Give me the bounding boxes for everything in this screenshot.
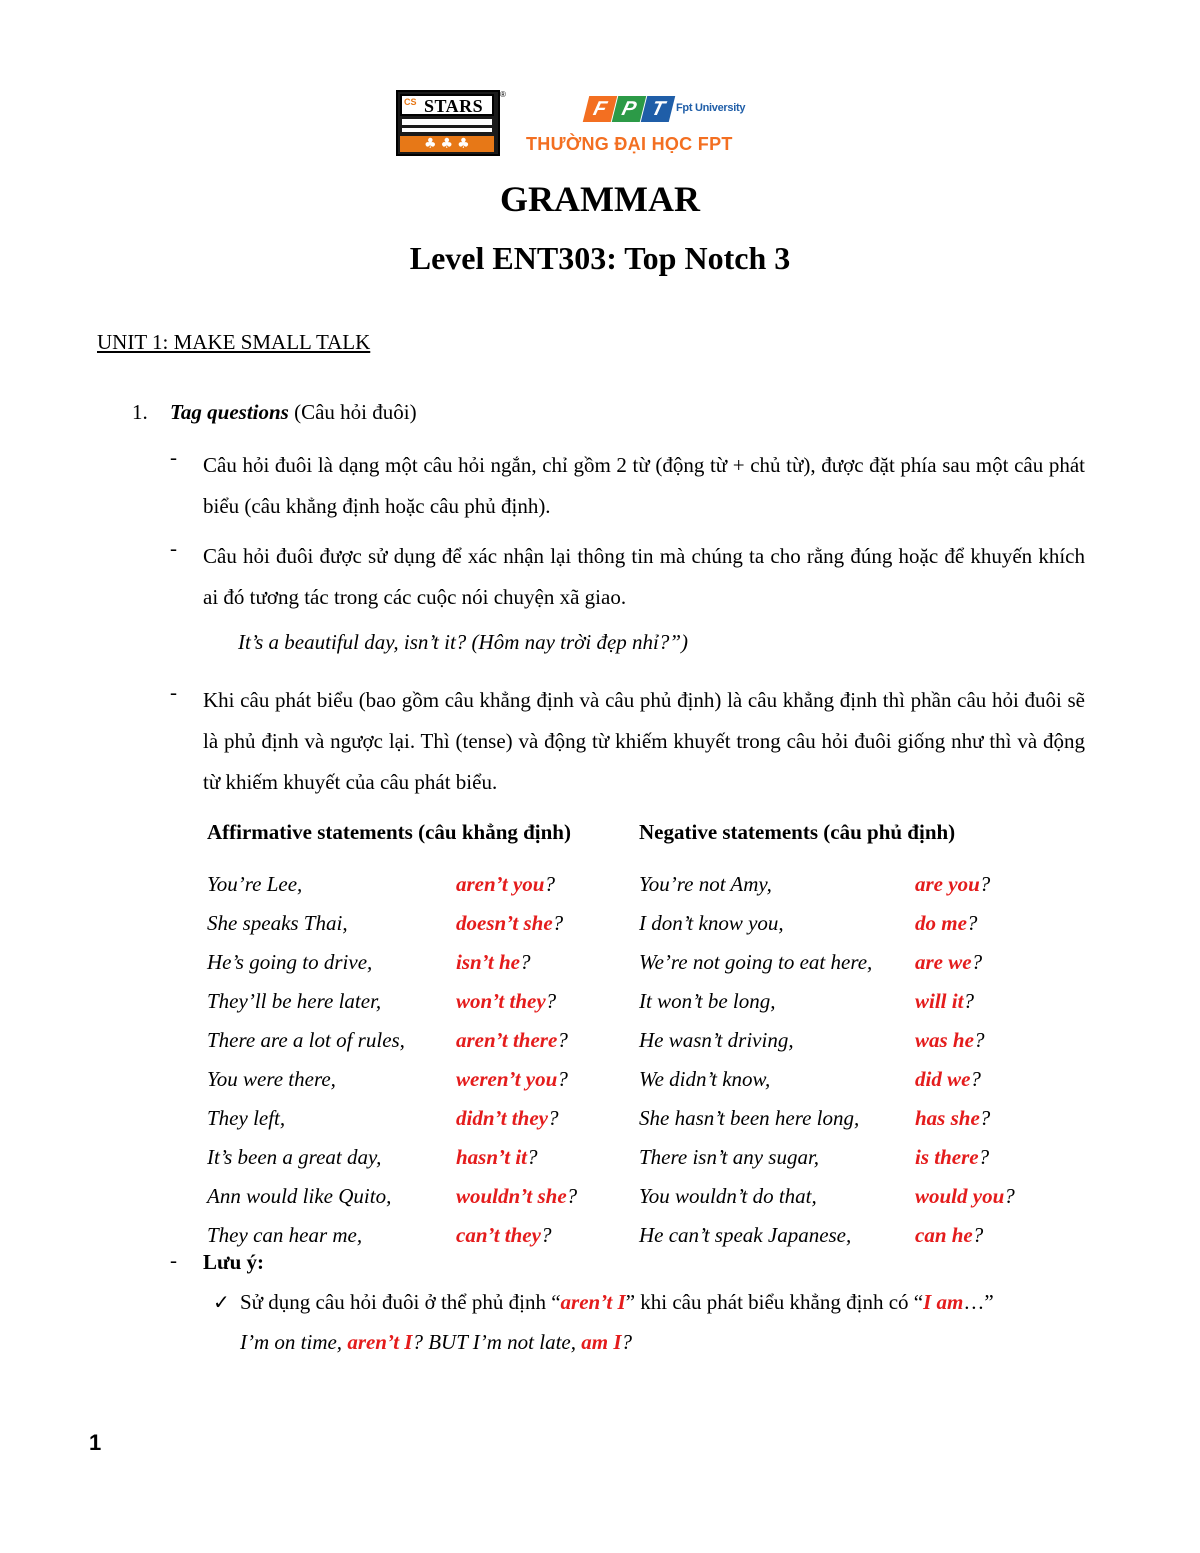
table-cell-negative: I don’t know you, [639,911,784,935]
stars-logo-stripe [402,119,492,125]
note-line-1 [240,1290,994,1315]
table-cell-affirmative-tag [456,1106,558,1131]
unit-heading: UNIT 1: MAKE SMALL TALK [97,330,371,354]
table-cell-affirmative-tag [456,950,530,975]
tag-question: hasn’t it [456,1145,527,1169]
stars-logo-stars-icon: ♣♣♣ [424,136,474,152]
table-cell-negative-tag [915,1184,1015,1209]
note-tag: aren’t I [347,1330,413,1354]
question-mark: ? [978,1145,990,1169]
table-cell-affirmative-tag [456,1145,538,1170]
question-mark: ? [545,989,557,1013]
question-mark: ? [979,872,991,896]
stars-logo [396,90,508,158]
bullet-text-2: Câu hỏi đuôi được sử dụng để xác nhận lại thông tin mà chúng ta cho rằng đúng hoặc để khuyến khích ai đó tương tác trong các cuộc nói chuyện xã giao. [203,544,1085,609]
question-mark: ? [1004,1184,1015,1208]
table-cell-affirmative-tag [456,1067,568,1092]
table-cell-affirmative-tag [456,872,555,897]
fpt-logo [526,94,776,158]
tag-question: doesn’t she [456,911,553,935]
page-subtitle: Level ENT303: Top Notch 3 [409,240,791,276]
tag-question: would you [915,1184,1005,1208]
table-cell-negative: You wouldn’t do that, [639,1184,817,1208]
tag-question: won’t they [456,989,546,1013]
note-tag: I am [923,1290,964,1314]
bullet-dash: - [170,680,177,704]
table-cell-affirmative: They can hear me, [207,1223,363,1247]
table-cell-negative: We’re not going to eat here, [639,950,873,974]
tag-question: aren’t you [456,872,545,896]
table-cell-affirmative: She speaks Thai, [207,911,348,935]
question-mark: ? [979,1106,991,1130]
fpt-tile-t: T [641,96,675,122]
fpt-logo-name: THƯỜNG ĐẠI HỌC FPT [526,134,733,154]
tag-question: can’t they [456,1223,541,1247]
table-cell-negative: You’re not Amy, [639,872,772,896]
table-cell-affirmative: It’s been a great day, [207,1145,382,1169]
table-cell-negative-tag [915,1067,981,1092]
table-cell-affirmative: There are a lot of rules, [207,1028,405,1052]
section-gloss: (Câu hỏi đuôi) [288,400,417,424]
section-number: 1. [132,400,148,424]
tag-question: will it [915,989,964,1013]
stars-logo-trademark: ® [500,90,506,99]
tag-question: do me [915,911,967,935]
page-number: 1 [89,1430,102,1455]
table-cell-negative-tag [915,989,974,1014]
note-tag: aren’t I [560,1290,626,1314]
note-label: Lưu ý: [203,1250,265,1274]
table-cell-affirmative: They left, [207,1106,286,1130]
note-line-2 [240,1330,632,1355]
question-mark: ? [540,1223,552,1247]
fpt-tile-p: P [612,96,646,122]
tag-question: is there [915,1145,979,1169]
tag-question: has she [915,1106,980,1130]
stars-logo-text: STARS [424,96,484,116]
note-text: ? BUT I’m not late, [412,1330,582,1354]
note-text: ” khi câu phát biểu khẳng định có “ [625,1290,924,1314]
section-heading [170,392,417,432]
bullet-dash: - [170,536,177,560]
tag-question: are you [915,872,980,896]
table-cell-affirmative-tag [456,1223,551,1248]
tag-question: weren’t you [456,1067,558,1091]
table-cell-affirmative-tag [456,1028,568,1053]
checkmark-icon: ✓ [213,1290,230,1314]
fpt-logo-university: Fpt University [676,102,746,114]
stars-logo-cs: CS [404,97,417,107]
question-mark: ? [566,1184,578,1208]
table-cell-affirmative: You were there, [207,1067,336,1091]
table-cell-negative: It won’t be long, [639,989,776,1013]
example-sentence: It’s a beautiful day, isn’t it? (Hôm nay trời đẹp nhỉ?”) [238,630,689,654]
question-mark: ? [527,1145,538,1169]
fpt-logo-tiles [584,94,674,124]
question-mark: ? [557,1028,568,1052]
page-title: GRAMMAR [500,179,700,219]
table-cell-affirmative: They’ll be here later, [207,989,382,1013]
note-text: Sử dụng câu hỏi đuôi ở thể phủ định “ [240,1290,561,1314]
question-mark: ? [557,1067,568,1091]
bullet-text-3: Khi câu phát biểu (bao gồm câu khẳng định và câu phủ định) là câu khẳng định thì phần câu hỏi đuôi sẽ là phủ định và ngược lại. Thì (tense) và động từ khiếm khuyết trong câu hỏi đuôi giống như thì và động từ khiếm khuyết của câu phát biểu. [203,688,1085,794]
table-header-affirmative: Affirmative statements (câu khẳng định) [207,820,571,844]
table-cell-affirmative-tag [456,1184,577,1209]
table-cell-negative-tag [915,872,990,897]
table-cell-negative-tag [915,1145,989,1170]
tag-question: was he [915,1028,974,1052]
tag-question: did we [915,1067,971,1091]
tag-question: wouldn’t she [456,1184,567,1208]
question-mark: ? [552,911,564,935]
question-mark: ? [963,989,974,1013]
tag-question: aren’t there [456,1028,558,1052]
note-text: I’m on time, [240,1330,348,1354]
table-cell-negative: We didn’t know, [639,1067,771,1091]
table-header-negative: Negative statements (câu phủ định) [639,820,956,844]
note-text: …” [963,1290,994,1314]
tag-question: didn’t they [456,1106,548,1130]
table-cell-affirmative-tag [456,911,563,936]
table-cell-negative-tag [915,950,982,975]
question-mark: ? [973,1028,985,1052]
bullet-dash: - [170,445,177,469]
question-mark: ? [971,950,983,974]
question-mark: ? [966,911,978,935]
note-tag: am I [581,1330,622,1354]
question-mark: ? [970,1067,981,1091]
bullet-text-1: Câu hỏi đuôi là dạng một câu hỏi ngắn, chỉ gồm 2 từ (động từ + chủ từ), được đặt phía sau một câu phát biểu (câu khẳng định hoặc câu phủ định). [203,453,1085,518]
table-cell-negative: He can’t speak Japanese, [639,1223,852,1247]
note-text: ? [621,1330,633,1354]
table-cell-negative-tag [915,1106,990,1131]
tag-question: isn’t he [456,950,520,974]
question-mark: ? [972,1223,984,1247]
table-cell-negative: There isn’t any sugar, [639,1145,820,1169]
table-cell-negative: She hasn’t been here long, [639,1106,860,1130]
question-mark: ? [544,872,555,896]
tag-question: can he [915,1223,973,1247]
question-mark: ? [519,950,531,974]
tag-question: are we [915,950,972,974]
section-term: Tag questions [170,400,289,424]
fpt-tile-f: F [583,96,617,122]
question-mark: ? [547,1106,559,1130]
table-cell-affirmative: He’s going to drive, [207,950,373,974]
table-cell-negative-tag [915,1028,984,1053]
stars-logo-band [400,94,494,116]
bullet-dash: - [170,1248,177,1272]
table-cell-negative-tag [915,911,977,936]
table-cell-affirmative-tag [456,989,556,1014]
stars-logo-stripe [402,128,492,132]
table-cell-negative: He wasn’t driving, [639,1028,794,1052]
table-cell-affirmative: You’re Lee, [207,872,303,896]
table-cell-affirmative: Ann would like Quito, [207,1184,392,1208]
table-cell-negative-tag [915,1223,983,1248]
